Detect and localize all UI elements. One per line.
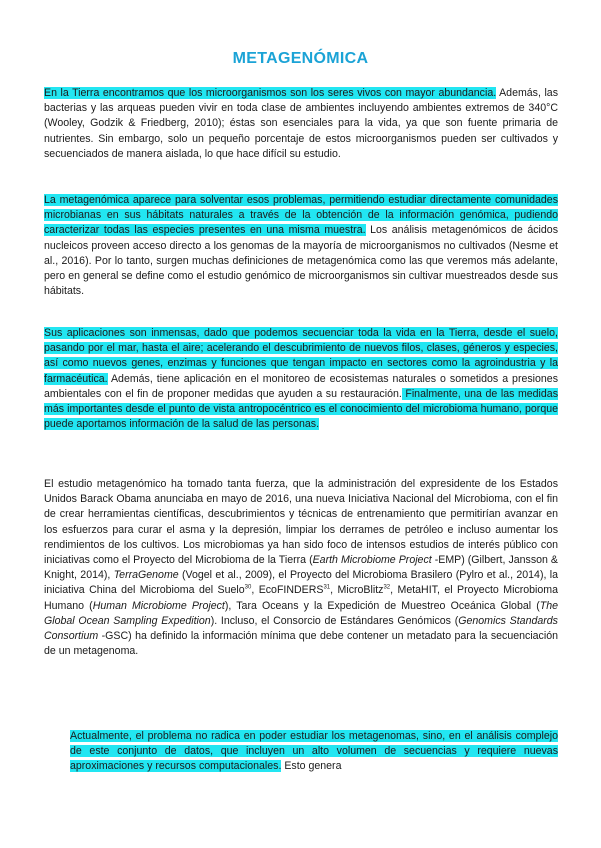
body-text: ). Incluso, el Consorcio de Estándares Genómicos (	[210, 614, 459, 627]
italic-term: Genomics Standards Consortium	[44, 614, 558, 643]
paragraph-metagenomics-definition	[44, 193, 558, 299]
paragraph-abundance	[44, 86, 558, 162]
highlighted-text: Finalmente, una de las medidas más importantes desde el punto de vista antropocéntrico es el conocimiento del microbioma humano, porque puede aportamos información de la salud de las personas.	[44, 387, 558, 431]
body-text: El estudio metagenómico ha tomado tanta fuerza, que la administración del expresidente de los Estados Unidos Barack Obama anunciaba en mayo de 2016, una nueva Iniciativa Nacional del Microbioma, con el fin de crear herramientas científicas, descubrimientos y técnicas de entrenamiento que permitirían avanzar en los esfuerzos para curar el asma y la depresión, limpiar los derrames de petróleo e incluso aumentar los rendimientos de los cultivos. Los microbiomas ya han sido foco de intensos estudios de interés público con iniciativas como el Proyecto del Microbioma de la Tierra (	[44, 478, 558, 567]
footnote-ref: 32	[383, 584, 391, 591]
footnote-ref: 31	[323, 584, 331, 591]
italic-term: Earth Microbiome Project	[312, 554, 432, 567]
body-text: -EMP) (Gilbert, Jansson & Knight, 2014),	[44, 554, 559, 582]
italic-term: Human Microbiome Project	[92, 599, 225, 612]
italic-term: TerraGenome	[113, 569, 179, 582]
body-text: , EcoFINDERS	[251, 584, 324, 597]
highlighted-text: En la Tierra encontramos que los microorganismos son los seres vivos con mayor abundancia.	[44, 87, 497, 99]
body-text: , MetaHIT, el Proyecto Microbioma Humano (	[44, 584, 559, 612]
highlighted-text: Sus aplicaciones son inmensas, dado que podemos secuenciar toda la vida en la Tierra, desde el suelo, pasando por el mar, hasta el aire; acelerando el descubrimiento de nuevos filos, clases, géneros y especies, así como nuevos genes, enzimas y funciones que tengan impacto en sectores como la agroindustria y la farmacéutica.	[44, 327, 558, 385]
highlighted-text: La metagenómica aparece para solventar esos problemas, permitiendo estudiar directamente comunidades microbianas en sus hábitats naturales a través de la obtención de la información genómica, pudiendo caracterizar todas las especies presentes en una misma muestra.	[44, 194, 558, 237]
body-text: Además, tiene aplicación en el monitoreo de ecosistemas naturales o sometidos a presiones ambientales con el fin de proponer medidas que ayuden a su restauración.	[44, 372, 558, 400]
paragraph-applications	[44, 326, 558, 432]
body-text: ), Tara Oceans y la Expedición de Muestreo Oceánica Global (	[224, 599, 540, 612]
italic-term: The Global Ocean Sampling Expedition	[44, 599, 559, 627]
body-text: Además, las bacterias y las arqueas pueden vivir en toda clase de ambientes incluyendo ambientes extremos de 340°C (Wooley, Godzik & Friedberg, 2010); éstas son esenciales para la vida, ya que son fuente primaria de nutrientes. Sin embargo, solo un pequeño porcentaje de estos microorganismos pueden ser cultivados y secuenciados de manera aislada, lo que hace difícil su estudio.	[44, 87, 558, 160]
paragraph-microbiome-initiatives	[44, 477, 558, 659]
footnote-ref: 30	[244, 584, 252, 591]
paragraph-computational-analysis	[70, 729, 558, 775]
body-text: (Vogel et al., 2009), el Proyecto del Microbioma Brasilero (Pylro et al., 2014), la iniciativa China del Microbioma del Suelo	[44, 569, 558, 597]
body-text: -GSC) ha definido la información mínima que debe contener un metadato para la secuenciación de un metagenoma.	[44, 630, 558, 658]
body-text: Esto genera	[281, 760, 342, 773]
highlighted-text: Actualmente, el problema no radica en poder estudiar los metagenomas, sino, en el análisis complejo de este conjunto de datos, que incluyen un alto volumen de secuencias y requiere nuevas aproximaciones y recursos computacionales.	[70, 730, 558, 773]
body-text: Los análisis metagenómicos de ácidos nucleicos proveen acceso directo a los genomas de la mayoría de microorganismos no cultivados (Nesme et al., 2016). Por lo tanto, surgen muchas definiciones de metagenómica como las que veremos más adelante, pero en general se define como el estudio genómico de microorganismos sin cultivar muestreados desde sus hábitats.	[44, 224, 558, 298]
page-title: METAGENÓMICA	[232, 50, 369, 67]
body-text: , MicroBlitz	[330, 584, 384, 597]
